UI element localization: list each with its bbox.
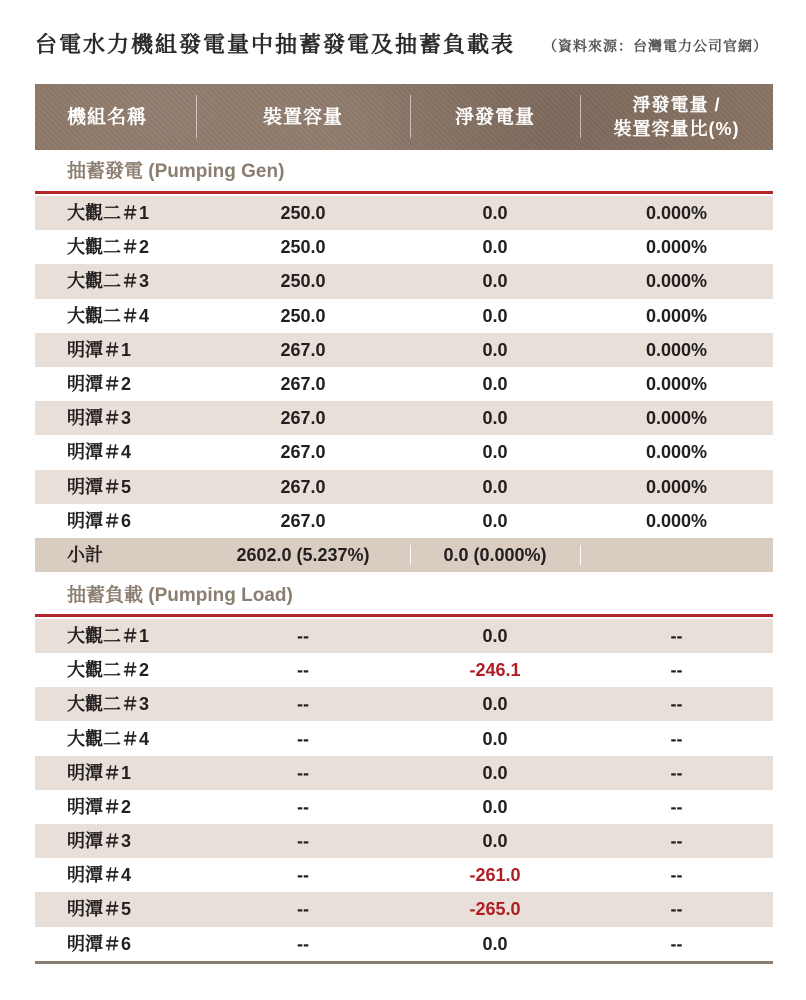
table-row: [35, 333, 773, 367]
pumping-load-rows: [35, 619, 773, 961]
ratio-cell: 0.000%: [645, 476, 708, 497]
section-divider: [35, 614, 773, 617]
ratio-cell: 0.000%: [645, 442, 708, 463]
section-title-pumping-load: 抽蓄負載 (Pumping Load): [67, 584, 293, 606]
unit-name-cell: 大觀二＃2: [67, 237, 150, 258]
header-ratio-line2: 裝置容量比(%): [613, 119, 740, 139]
table-row: [35, 927, 773, 961]
net-generation-cell: -246.1: [469, 660, 521, 681]
net-generation-cell: 0.0: [482, 933, 508, 954]
capacity-cell: 267.0: [280, 374, 326, 395]
header-unit-name: [35, 84, 196, 150]
table-row: [35, 687, 773, 721]
net-generation-cell: 0.0: [482, 510, 508, 531]
ratio-cell: --: [670, 694, 683, 715]
ratio-cell: --: [670, 762, 683, 783]
header-capacity-label: 裝置容量: [262, 106, 343, 128]
ratio-cell: --: [670, 796, 683, 817]
unit-name-cell: 明潭＃5: [67, 899, 132, 920]
unit-name-cell: 大觀二＃3: [67, 694, 150, 715]
capacity-cell: 267.0: [280, 510, 326, 531]
capacity-cell: --: [297, 728, 309, 749]
page-title: 台電水力機組發電量中抽蓄發電及抽蓄負載表: [35, 32, 516, 57]
table-row: [35, 790, 773, 824]
ratio-cell: 0.000%: [645, 305, 708, 326]
table-row: [35, 196, 773, 230]
net-generation-cell: 0.0: [482, 694, 508, 715]
ratio-cell: --: [670, 625, 683, 646]
table-header: [35, 84, 773, 150]
section-divider: [35, 191, 773, 194]
unit-name-cell: 明潭＃2: [67, 374, 132, 395]
subtotal-row: [35, 538, 773, 572]
ratio-cell: 0.000%: [645, 271, 708, 292]
unit-name-cell: 大觀二＃1: [67, 203, 150, 224]
capacity-cell: 250.0: [280, 237, 326, 258]
ratio-cell: --: [670, 899, 683, 920]
capacity-cell: --: [297, 831, 309, 852]
unit-name-cell: 大觀二＃1: [67, 625, 150, 646]
net-generation-cell: 0.0: [482, 305, 508, 326]
unit-name-cell: 明潭＃6: [67, 510, 132, 531]
header-ratio-line1: 淨發電量 /: [632, 95, 721, 115]
unit-name-cell: 明潭＃4: [67, 442, 132, 463]
capacity-cell: --: [297, 660, 309, 681]
subtotal-label: 小計: [67, 544, 103, 565]
capacity-cell: 267.0: [280, 442, 326, 463]
header-net-generation: [410, 84, 580, 150]
capacity-cell: 267.0: [280, 476, 326, 497]
net-generation-cell: 0.0: [482, 625, 508, 646]
capacity-cell: 267.0: [280, 339, 326, 360]
net-generation-cell: -261.0: [469, 865, 521, 886]
subtotal-net-generation: 0.0 (0.000%): [410, 538, 580, 572]
unit-name-cell: 大觀二＃2: [67, 660, 150, 681]
net-generation-cell: 0.0: [482, 476, 508, 497]
table-row: [35, 470, 773, 504]
net-generation-cell: 0.0: [482, 203, 508, 224]
ratio-cell: 0.000%: [645, 203, 708, 224]
unit-name-cell: 大觀二＃4: [67, 728, 150, 749]
table-row: [35, 230, 773, 264]
capacity-cell: --: [297, 694, 309, 715]
capacity-cell: --: [297, 933, 309, 954]
header-ratio: [580, 84, 773, 150]
ratio-cell: 0.000%: [645, 408, 708, 429]
header-unit-name-label: 機組名稱: [67, 106, 148, 128]
generation-table: [35, 84, 773, 964]
ratio-cell: --: [670, 660, 683, 681]
capacity-cell: --: [297, 796, 309, 817]
net-generation-cell: -265.0: [469, 899, 521, 920]
table-row: [35, 367, 773, 401]
header-net-generation-label: 淨發電量: [454, 106, 535, 128]
capacity-cell: --: [297, 762, 309, 783]
capacity-cell: 250.0: [280, 203, 326, 224]
subtotal-ratio: [580, 538, 773, 572]
table-row: [35, 504, 773, 538]
header-capacity: [196, 84, 410, 150]
source-note: （資料來源：台灣電力公司官網）: [543, 38, 768, 54]
net-generation-cell: 0.0: [482, 339, 508, 360]
net-generation-cell: 0.0: [482, 831, 508, 852]
table-row: [35, 299, 773, 333]
unit-name-cell: 大觀二＃4: [67, 305, 150, 326]
pumping-gen-rows: [35, 196, 773, 538]
ratio-cell: --: [670, 933, 683, 954]
table-row: [35, 619, 773, 653]
ratio-cell: 0.000%: [645, 374, 708, 395]
table-row: [35, 858, 773, 892]
ratio-cell: 0.000%: [645, 237, 708, 258]
unit-name-cell: 明潭＃2: [67, 796, 132, 817]
capacity-cell: --: [297, 899, 309, 920]
unit-name-cell: 明潭＃3: [67, 831, 132, 852]
unit-name-cell: 明潭＃3: [67, 408, 132, 429]
unit-name-cell: 明潭＃4: [67, 865, 132, 886]
capacity-cell: --: [297, 625, 309, 646]
net-generation-cell: 0.0: [482, 728, 508, 749]
ratio-cell: --: [670, 865, 683, 886]
table-row: [35, 892, 773, 926]
unit-name-cell: 明潭＃1: [67, 762, 132, 783]
unit-name-cell: 明潭＃5: [67, 476, 132, 497]
net-generation-cell: 0.0: [482, 271, 508, 292]
ratio-cell: 0.000%: [645, 510, 708, 531]
table-row: [35, 824, 773, 858]
net-generation-cell: 0.0: [482, 408, 508, 429]
net-generation-cell: 0.0: [482, 237, 508, 258]
table-bottom-rule: [35, 961, 773, 964]
net-generation-cell: 0.0: [482, 442, 508, 463]
table-row: [35, 756, 773, 790]
ratio-cell: --: [670, 831, 683, 852]
net-generation-cell: 0.0: [482, 762, 508, 783]
net-generation-cell: 0.0: [482, 374, 508, 395]
table-row: [35, 653, 773, 687]
ratio-cell: 0.000%: [645, 339, 708, 360]
capacity-cell: 250.0: [280, 305, 326, 326]
capacity-cell: --: [297, 865, 309, 886]
section-title-pumping-gen: 抽蓄發電 (Pumping Gen): [67, 161, 285, 182]
net-generation-cell: 0.0: [482, 796, 508, 817]
subtotal-capacity: 2602.0 (5.237%): [236, 544, 370, 565]
table-row: [35, 264, 773, 298]
table-row: [35, 401, 773, 435]
ratio-cell: --: [670, 728, 683, 749]
unit-name-cell: 明潭＃6: [67, 933, 132, 954]
table-row: [35, 435, 773, 469]
capacity-cell: 250.0: [280, 271, 326, 292]
unit-name-cell: 明潭＃1: [67, 339, 132, 360]
unit-name-cell: 大觀二＃3: [67, 271, 150, 292]
capacity-cell: 267.0: [280, 408, 326, 429]
table-row: [35, 721, 773, 755]
